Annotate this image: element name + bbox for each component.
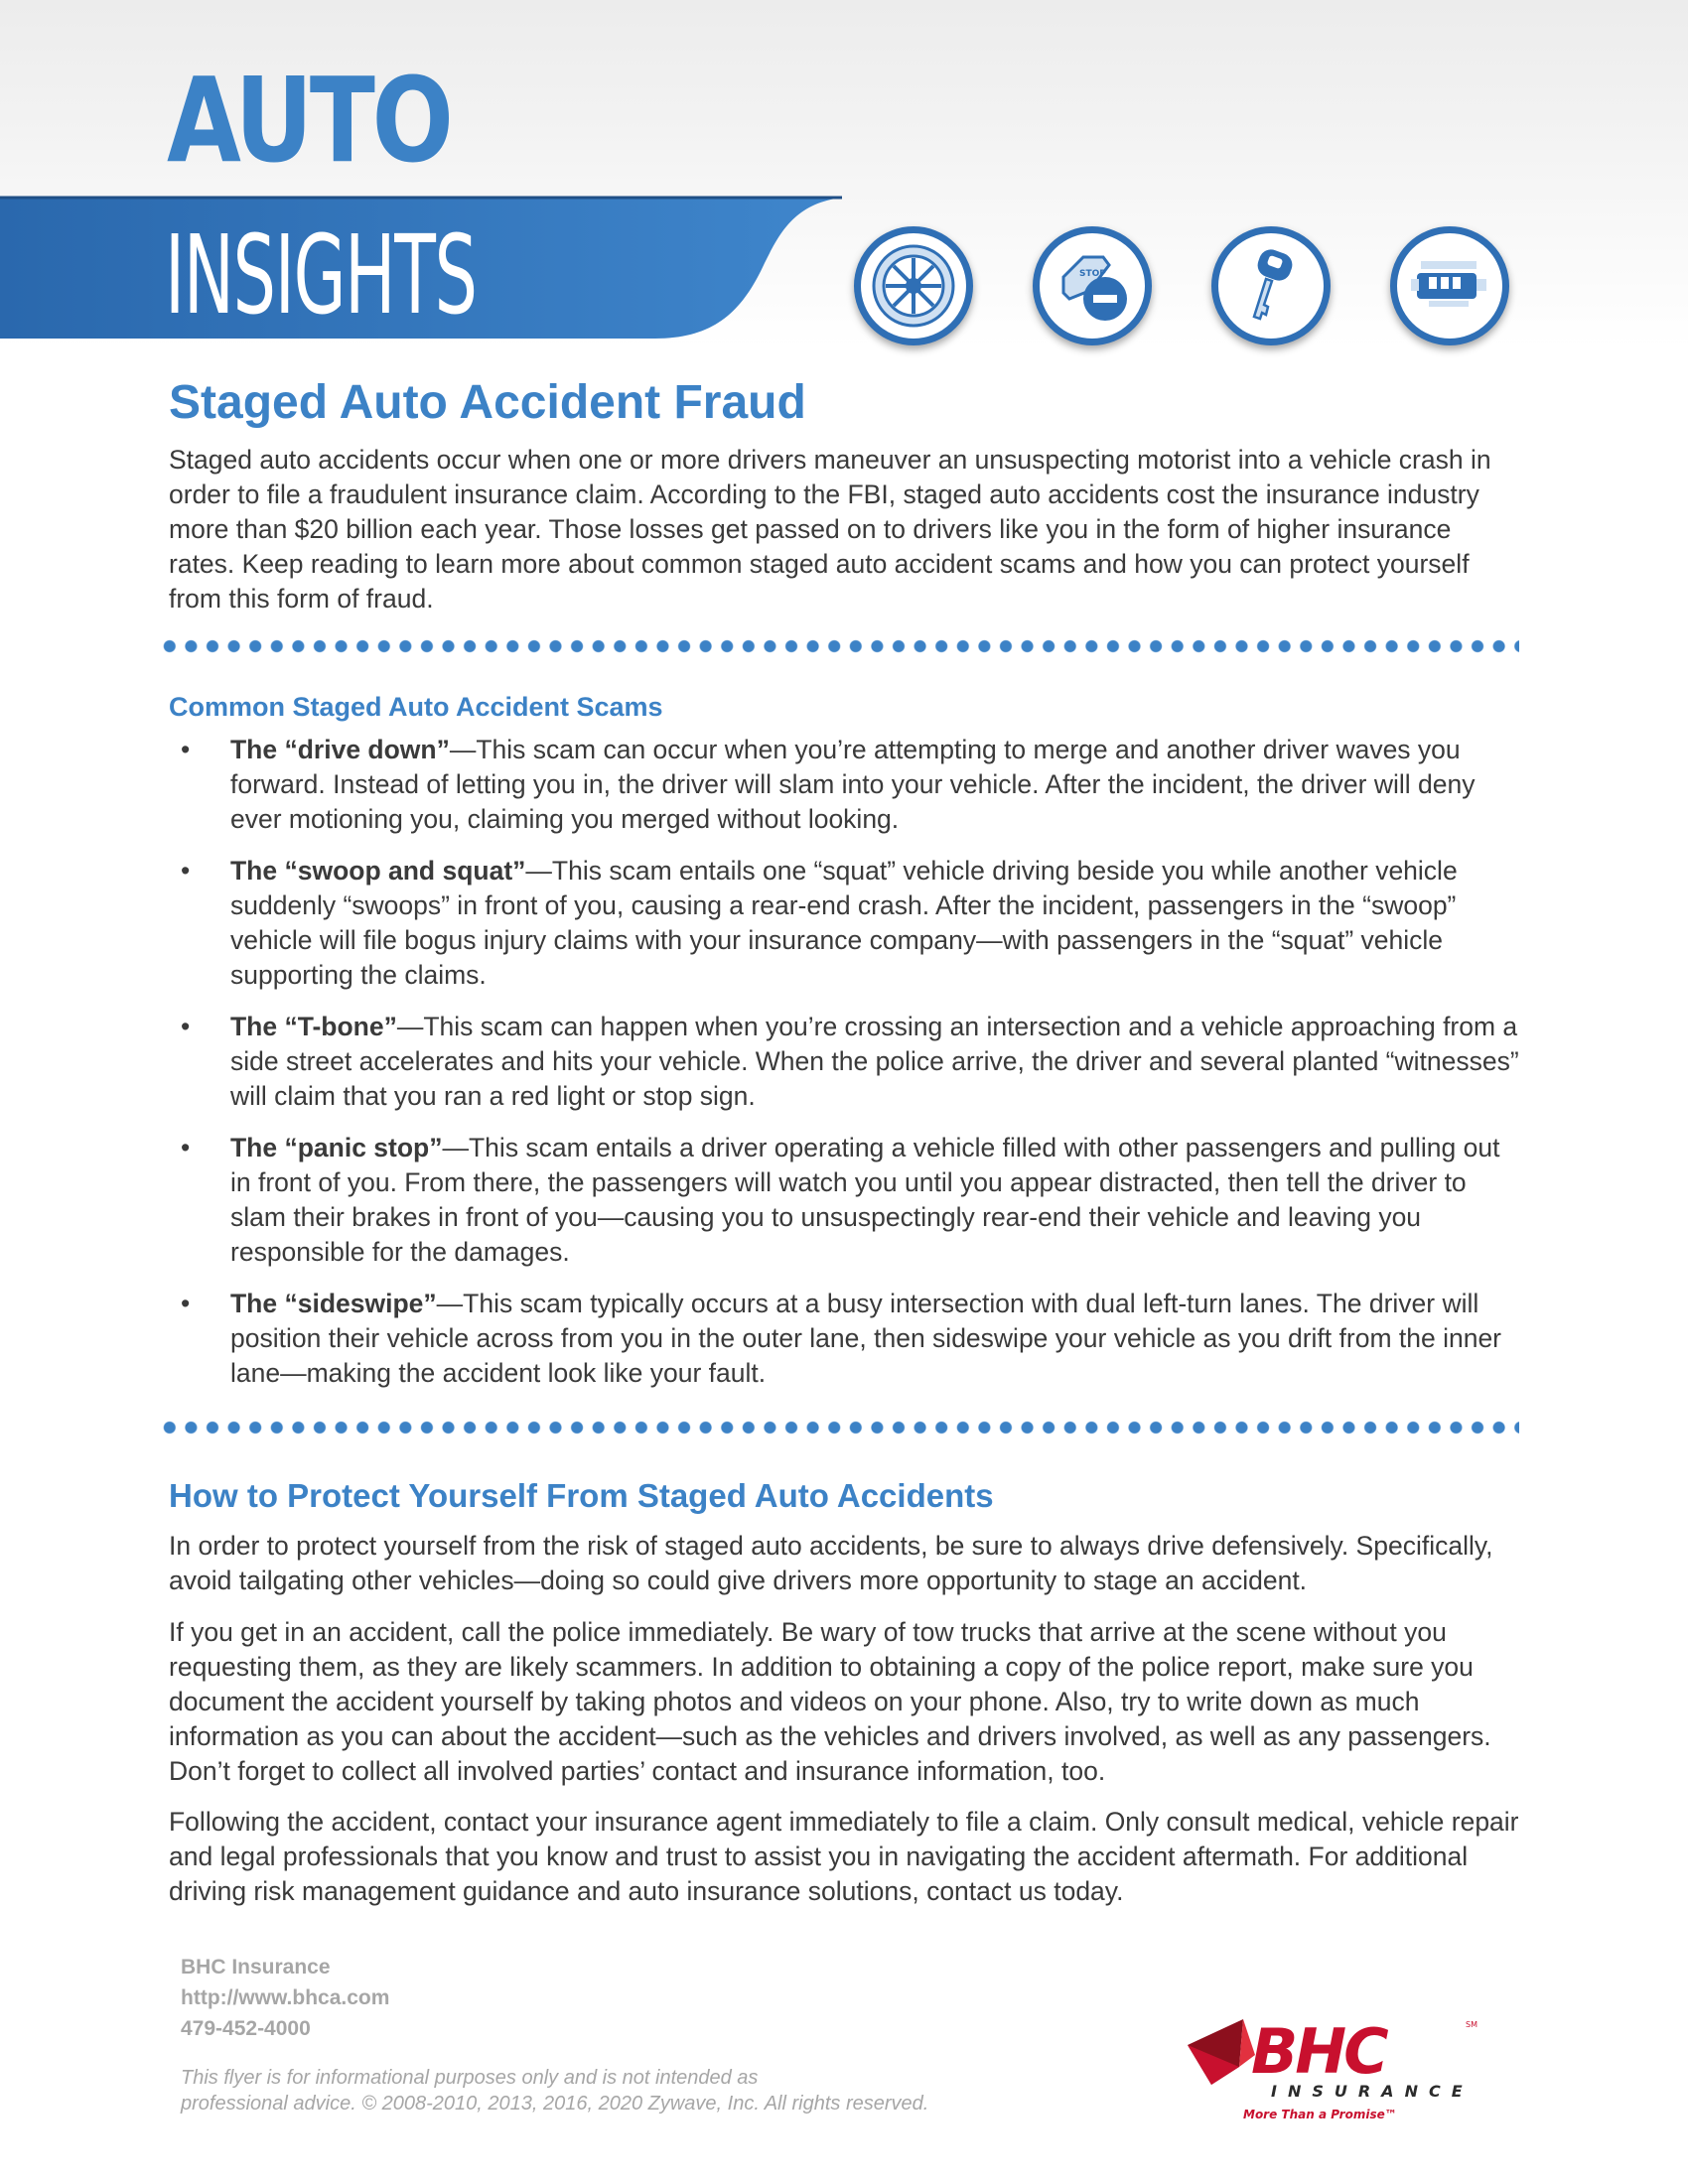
intro-paragraph: Staged auto accidents occur when one or more drivers maneuver an unsuspecting motorist into a vehicle crash in order to file a fraudulent insurance claim. According to the FBI, staged auto accidents cost the insurance industry more than $20 billion each year. Those losses get passed on to drivers like you in the form of higher insurance rates. Keep reading to learn more about common staged auto accident scams and how you can protect yourself from this form of fraud. — [169, 445, 1491, 614]
website-link[interactable]: http://www.bhca.com — [181, 1986, 390, 2009]
scam-description: —This scam can happen when you’re crossing an intersection and a vehicle approaching from a side street accelerates and hits your vehicle. When the police arrive, the driver and several planted “witnesses” will claim that you ran a red light or stop sign. — [230, 1012, 1519, 1111]
scam-term: The “sideswipe” — [230, 1289, 437, 1318]
scam-term: The “panic stop” — [230, 1133, 443, 1162]
page-title: Staged Auto Accident Fraud — [169, 376, 806, 429]
stop-sign-icon — [1033, 226, 1152, 345]
list-item — [169, 1287, 1519, 1391]
scam-description: —This scam entails one “squat” vehicle driving beside you while another vehicle suddenly “swoops” in front of you, causing a rear-end crash. After the incident, passengers in the “swoop” vehicle will file bogus injury claims with your insurance company—with passengers in the “squat” vehicle supporting the claims. — [230, 856, 1458, 990]
bullet: • — [181, 1289, 191, 1318]
list-item — [169, 1010, 1519, 1114]
brand-auto: AUTO — [167, 52, 451, 189]
protect-paragraph: In order to protect yourself from the risk of staged auto accidents, be sure to always drive defensively. Specifically, avoid tailgating other vehicles—doing so could give drivers more opportunity to stage an accident. — [169, 1531, 1493, 1595]
disclaimer-line: This flyer is for informational purposes only and is not intended as — [181, 2067, 759, 2089]
list-item — [169, 733, 1519, 837]
bullet: • — [181, 735, 191, 764]
disclaimer — [181, 2065, 1074, 2116]
company-name: BHC Insurance — [181, 1956, 331, 1979]
logo-wordmark: BHC — [1251, 2015, 1386, 2088]
dotted-divider — [159, 1421, 1519, 1434]
contact-block — [181, 1952, 389, 2044]
protect-paragraph: If you get in an accident, call the police immediately. Be wary of tow trucks that arrive at the scene without you requesting them, as they are likely scammers. In addition to obtaining a copy of the police report, make sure you document the accident yourself by taking photos and videos on your phone. Also, try to write down as much information as you can about the accident—such as the vehicles and drivers involved, as well as any passengers. Don’t forget to collect all involved parties’ contact and insurance information, too. — [169, 1617, 1491, 1786]
bullet: • — [181, 1133, 191, 1162]
scams-list — [169, 733, 1519, 1408]
dotted-divider — [159, 639, 1519, 653]
logo-subtitle: INSURANCE — [1271, 2082, 1474, 2101]
service-mark: SM — [1466, 2020, 1477, 2029]
bhc-logo — [1182, 2015, 1479, 2124]
engine-icon — [1390, 226, 1509, 345]
bullet: • — [181, 856, 191, 886]
protect-heading: How to Protect Yourself From Staged Auto Accidents — [169, 1477, 994, 1514]
scam-term: The “T-bone” — [230, 1012, 397, 1041]
list-item — [169, 854, 1519, 993]
list-item — [169, 1131, 1519, 1270]
wheel-icon — [854, 226, 973, 345]
scam-description: —This scam can occur when you’re attempting to merge and another driver waves you forward. Instead of letting you in, the driver will slam into your vehicle. After the incident, the driver will deny ever motioning you, claiming you merged without looking. — [230, 735, 1476, 834]
car-key-icon — [1211, 226, 1331, 345]
svg-text:STOP: STOP — [1079, 269, 1106, 279]
brand-insights: INSIGHTS — [165, 211, 477, 339]
protect-paragraph: Following the accident, contact your insurance agent immediately to file a claim. Only consult medical, vehicle repair and legal professionals that you know and trust to assist you in navigating the accident aftermath. For additional driving risk management guidance and auto insurance solutions, contact us today. — [169, 1807, 1519, 1906]
logo-tagline: More Than a Promise™ — [1243, 2108, 1397, 2121]
phone-number: 479-452-4000 — [181, 2017, 311, 2040]
scam-term: The “drive down” — [230, 735, 450, 764]
scam-description: —This scam typically occurs at a busy intersection with dual left-turn lanes. The driver will position their vehicle across from you in the outer lane, then sideswipe your vehicle as you drift from the inner lane—making the accident look like your fault. — [230, 1289, 1502, 1388]
scam-description: —This scam entails a driver operating a vehicle filled with other passengers and pulling out in front of you. From there, the passengers will watch you until you appear distracted, then tell the driver to slam their brakes in front of you—causing you to unsuspectingly rear-end their vehicle and leaving you responsible for the damages. — [230, 1133, 1500, 1267]
scam-term: The “swoop and squat” — [230, 856, 526, 886]
scams-heading: Common Staged Auto Accident Scams — [169, 692, 663, 722]
disclaimer-line: professional advice. © 2008-2010, 2013, 2016, 2020 Zywave, Inc. All rights reserved. — [181, 2093, 929, 2115]
bullet: • — [181, 1012, 191, 1041]
